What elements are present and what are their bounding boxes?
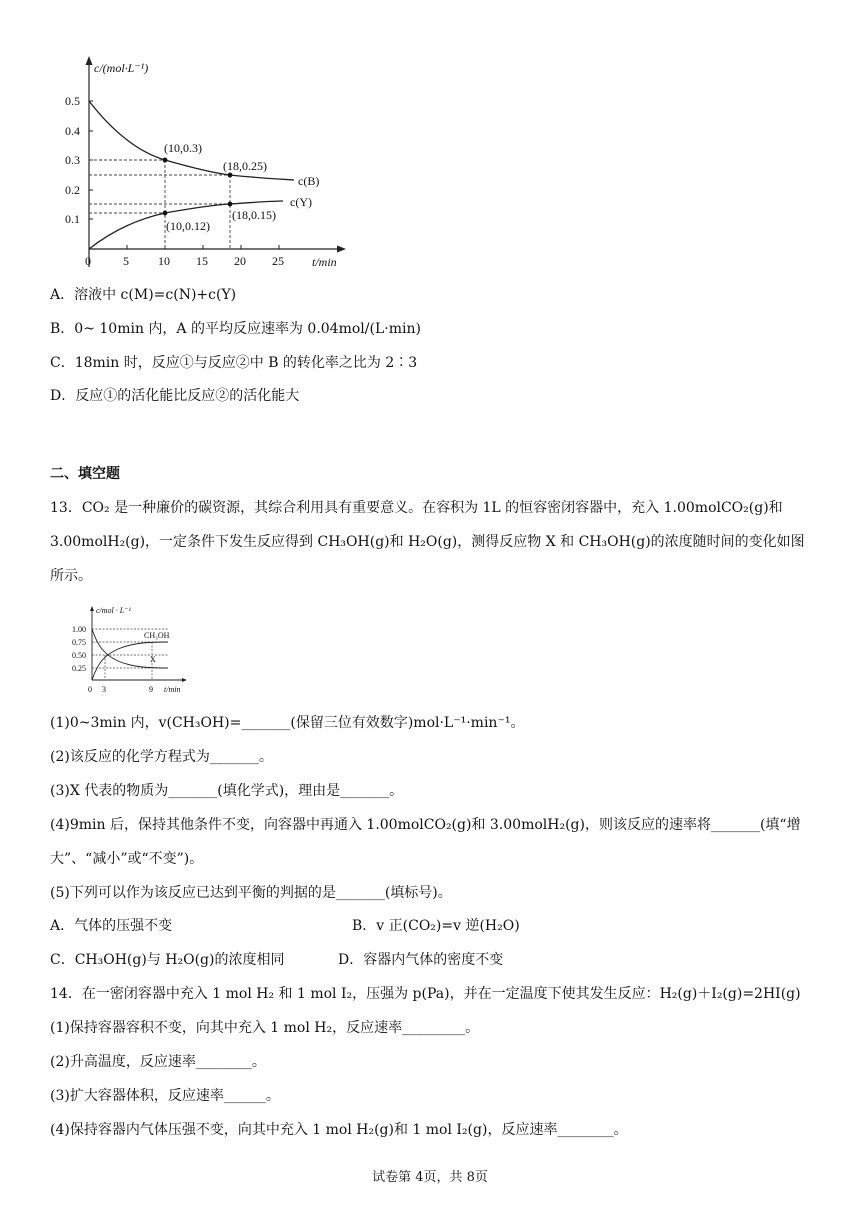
fig2-y-tick: 0.50 [72,651,86,660]
fig1-x-tick: 15 [196,254,208,268]
fig1-x-label: t/min [312,255,337,269]
fig1-point-label: (10,0.3) [164,141,202,155]
q13-sub-4-line-2: 大”、“减小”或“不变”)。 [50,851,204,867]
fig1-y-tick: 0.4 [65,124,80,138]
fig1-point [163,211,168,216]
fig2-x-tick: 3 [102,685,106,694]
q13-sub-4-line-1: (4)9min 后，保持其他条件不变，向容器中再通入 1.00molCO₂(g)和 3.00molH₂(g)，则该反应的速率将_______(填“增 [50,817,801,833]
fig1-point [228,202,233,207]
fig2-y-label: c/mol · L⁻¹ [96,606,131,615]
q13-sub-1: (1)0~3min 内，v(CH₃OH)=_______(保留三位有效数字)mol·L⁻¹·min⁻¹。 [50,715,525,731]
fig2-x-tick: 9 [149,685,153,694]
q12-option-b: B．0~ 10min 内，A 的平均反应速率为 0.04mol/(L·min) [50,321,421,337]
q13-option-c: C．CH₃OH(g)与 H₂O(g)的浓度相同 [50,952,285,968]
q13-option-a: A．气体的压强不变 [50,918,173,934]
fig1-y-tick: 0.2 [65,183,80,197]
fig2-y-tick: 1.00 [72,625,86,634]
q13-option-d: D．容器内气体的密度不变 [338,952,504,968]
fig2-ch3oh-label: CH₃OH [144,631,170,640]
fig2-y-arrow [90,606,94,611]
fig1-y-tick: 0.1 [65,212,80,226]
fig1-curve-y-label: c(Y) [290,195,312,209]
q13-sub-2: (2)该反应的化学方程式为_______。 [50,749,273,765]
q14-sub-2: (2)升高温度，反应速率________。 [50,1054,266,1070]
figure-1-chart [58,52,358,274]
fig2-x-curve-label: X [150,655,156,664]
q12-option-d: D．反应①的活化能比反应②的活化能大 [50,388,300,404]
q13-sub-3: (3)X 代表的物质为_______(填化学式)，理由是_______。 [50,783,404,799]
fig1-point [163,158,168,163]
fig1-x-tick: 10 [158,254,170,268]
q13-stem-line-2: 3.00molH₂(g)，一定条件下发生反应得到 CH₃OH(g)和 H₂O(g)，测得反应物 X 和 CH₃OH(g)的浓度随时间的变化如图 [50,534,805,550]
fig1-y-tick: 0.3 [65,153,80,167]
q14-sub-3: (3)扩大容器体积，反应速率______。 [50,1088,280,1104]
fig2-curve-ch3oh [92,642,168,680]
q13-stem-line-1: 13．CO₂ 是一种廉价的碳资源，其综合利用具有重要意义。在容积为 1L 的恒容密闭容器中，充入 1.00molCO₂(g)和 [50,500,783,516]
q12-option-a: A．溶液中 c(M)=c(N)+c(Y) [50,287,237,303]
fig1-point-label: (18,0.25) [223,159,267,173]
q14-stem: 14．在一密闭容器中充入 1 mol H₂ 和 1 mol I₂，压强为 p(Pa)，并在一定温度下使其发生反应：H₂(g)＋I₂(g)=2HI(g) [50,986,801,1002]
fig1-x-tick: 20 [234,254,246,268]
fig1-y-label: c/(mol·L⁻¹) [94,61,149,75]
q14-sub-1: (1)保持容器容积不变，向其中充入 1 mol H₂，反应速率_________。 [50,1020,480,1036]
fig2-x-tick: 0 [88,685,92,694]
fig1-x-tick: 25 [272,254,284,268]
fig2-x-label: t/min [164,685,181,694]
fig1-point-label: (10,0.12) [166,219,210,233]
section-title: 二、填空题 [50,466,120,482]
fig1-y-tick: 0.5 [65,94,80,108]
fig1-curve-b-label: c(B) [298,174,320,188]
fig1-point-label: (18,0.15) [232,208,276,222]
page-footer: 试卷第 4页，共 8页 [372,1170,488,1185]
figure-2-chart [68,602,192,698]
q12-option-c: C．18min 时，反应①与反应②中 B 的转化率之比为 2∶3 [50,355,418,371]
fig1-x-arrow [337,246,346,253]
fig2-y-tick: 0.75 [72,638,86,647]
q13-sub-5: (5)下列可以作为该反应已达到平衡的判据的是_______(填标号)。 [50,885,452,901]
fig1-y-arrow [86,56,93,65]
q14-sub-4: (4)保持容器内气体压强不变，向其中充入 1 mol H₂(g)和 1 mol I₂(g)，反应速率________。 [50,1122,628,1138]
fig2-y-tick: 0.25 [72,664,86,673]
q13-option-b: B．v 正(CO₂)=v 逆(H₂O) [352,918,520,934]
fig1-x-tick: 5 [123,254,129,268]
fig2-x-arrow [182,678,187,682]
q13-stem-line-3: 所示。 [50,568,92,584]
fig1-x-tick: 0 [85,254,91,268]
fig1-point [228,173,233,178]
